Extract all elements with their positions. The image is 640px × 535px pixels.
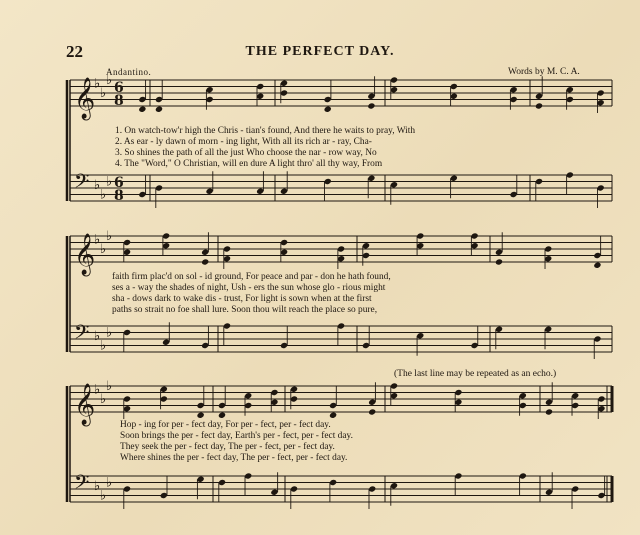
flat-icon: ♭ — [106, 73, 113, 88]
verse-1-line: faith firm plac'd on sol - id ground, For peace and par - don he hath found, — [112, 272, 391, 282]
note-head — [218, 412, 226, 419]
flat-icon: ♭ — [100, 187, 107, 203]
verse-3-line: 3. So shines the path of all the just Who choose the nar - row way, No — [115, 148, 377, 158]
lyrics-system-1 — [115, 126, 607, 170]
time-signature-bottom: 8 — [114, 188, 124, 204]
note-head — [367, 102, 375, 109]
time-signature-bottom: 8 — [114, 93, 124, 109]
verse-3-line: sha - dows dark to wake dis - trust, For light is sown when at the first — [112, 294, 372, 304]
flat-icon: ♭ — [100, 242, 107, 257]
page-number: 22 — [66, 42, 83, 61]
note-head — [197, 412, 205, 419]
treble-clef-icon: 𝄞 — [74, 384, 96, 425]
verse-2-line: Soon brings the per - fect day, Earth's per - fect, per - fect day. — [120, 431, 353, 441]
verse-4-line: 4. The "Word," O Christian, will en dure A light thro' all thy way, From — [115, 159, 383, 169]
flat-icon: ♭ — [94, 232, 101, 248]
note-head — [368, 408, 376, 415]
bass-clef-icon: 𝄢 — [74, 320, 90, 349]
note-head — [495, 258, 503, 265]
verse-4-line: Where shines the per - fect day, The per - fect, per - fect day. — [120, 453, 348, 463]
bass-clef-icon: 𝄢 — [74, 470, 90, 499]
lyrics-system-3 — [120, 420, 353, 464]
lyrics-system-2 — [112, 272, 391, 316]
note-head — [324, 106, 332, 113]
treble-clef-icon: 𝄞 — [74, 78, 96, 119]
tempo-marking: Andantino. — [106, 67, 152, 77]
flat-icon: ♭ — [94, 382, 101, 398]
flat-icon: ♭ — [94, 328, 101, 344]
flat-icon: ♭ — [106, 229, 113, 244]
note-head — [329, 412, 337, 419]
echo-note: (The last line may be repeated as an echo.) — [394, 369, 557, 379]
verse-2-line: 2. As ear - ly dawn of morn - ing light, With all its rich ar - ray, Cha- — [115, 137, 372, 147]
hymn-title: THE PERFECT DAY. — [245, 44, 395, 59]
note-head — [155, 106, 163, 113]
flat-icon: ♭ — [106, 379, 113, 394]
verse-4-line: paths so strait no foe shall lure. Soon thou wilt reach the place so pure, — [112, 305, 378, 315]
verse-2-line: ses a - way the shades of night, Ush - ers the sun whose glo - rious might — [112, 283, 386, 293]
flat-icon: ♭ — [106, 325, 113, 341]
flat-icon: ♭ — [94, 76, 101, 92]
bass-clef-icon: 𝄢 — [74, 169, 90, 198]
flat-icon: ♭ — [100, 86, 107, 101]
time-signature-top: 6 — [114, 175, 124, 191]
words-credit: Words by M. C. A. — [508, 67, 580, 77]
note-head — [535, 102, 543, 109]
flat-icon: ♭ — [100, 338, 107, 354]
flat-icon: ♭ — [106, 475, 113, 491]
flat-icon: ♭ — [100, 488, 107, 504]
verse-1-line: 1. On watch-tow'r high the Chris - tian's found, And there he waits to pray, With — [115, 126, 416, 136]
flat-icon: ♭ — [94, 478, 101, 494]
treble-clef-icon: 𝄞 — [74, 234, 96, 275]
note-head — [545, 408, 553, 415]
flat-icon: ♭ — [106, 174, 113, 190]
time-signature-top: 6 — [114, 80, 124, 96]
flat-icon: ♭ — [100, 392, 107, 407]
verse-1-line: Hop - ing for per - fect day, For per - fect, per - fect day. — [120, 420, 331, 430]
flat-icon: ♭ — [94, 177, 101, 193]
note-head — [138, 106, 146, 113]
note-head — [593, 262, 601, 269]
note-head — [201, 258, 209, 265]
verse-3-line: They seek the per - fect day, The per - fect, per - fect day. — [120, 442, 335, 452]
